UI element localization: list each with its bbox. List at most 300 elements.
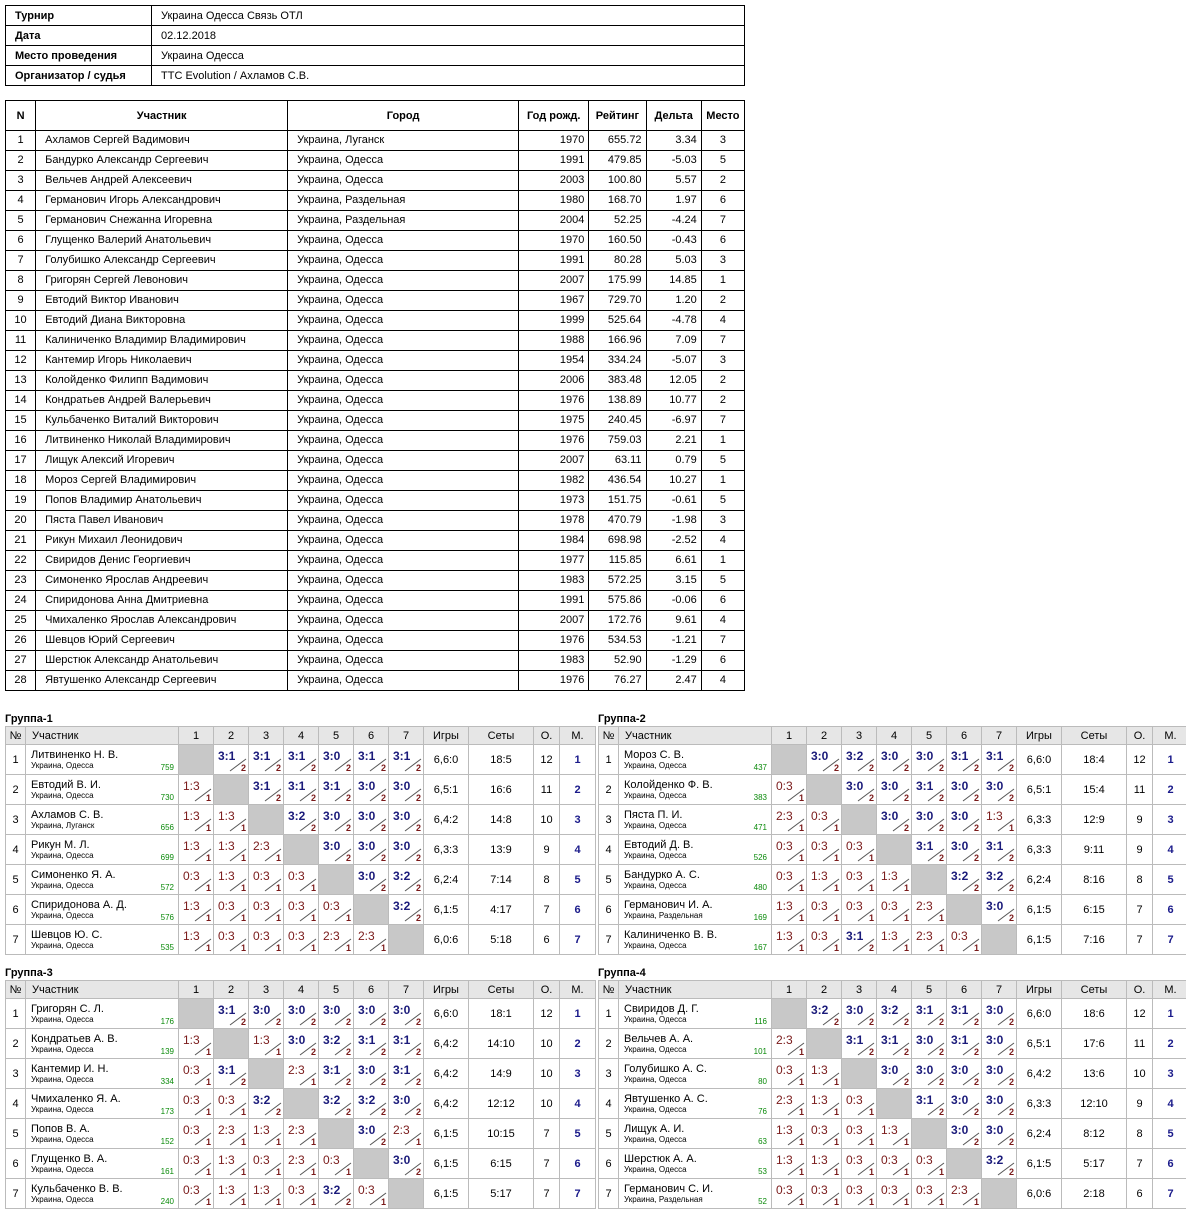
match-cell xyxy=(249,925,283,954)
match-points: 2 xyxy=(833,1017,839,1027)
match-cell xyxy=(807,1119,841,1148)
match-score: 3:0 xyxy=(846,1003,864,1017)
table-row xyxy=(6,651,745,671)
participant-name: Евтодий Д. В. xyxy=(624,839,694,851)
player-number: 22 xyxy=(6,551,36,571)
col-points: О. xyxy=(1127,981,1153,999)
participant xyxy=(26,895,179,925)
participant-name: Шевцов Ю. С. xyxy=(31,929,103,941)
points: 11 xyxy=(1127,1029,1153,1059)
match-cell xyxy=(912,999,946,1028)
match-cell xyxy=(319,1029,353,1058)
player-delta: -1.21 xyxy=(646,631,701,651)
match-score: 2:3 xyxy=(776,809,793,823)
match-cell xyxy=(354,865,388,894)
diagonal-cell xyxy=(912,1119,947,1149)
col-n: № xyxy=(599,727,619,745)
diagonal-cell xyxy=(807,1029,842,1059)
col-year: Год рожд. xyxy=(519,101,589,131)
match-cell xyxy=(842,999,876,1028)
match-result xyxy=(912,925,947,955)
match-score: 3:2 xyxy=(846,749,864,763)
match-result xyxy=(772,805,807,835)
table-row xyxy=(6,925,596,955)
match-points: 1 xyxy=(798,883,804,893)
match-score: 3:0 xyxy=(951,1093,969,1107)
participant-rating: 535 xyxy=(160,943,174,952)
player-place: 6 xyxy=(701,231,744,251)
match-points: 2 xyxy=(903,1017,909,1027)
participant-name: Лищук А. И. xyxy=(624,1123,685,1135)
place: 6 xyxy=(560,895,596,925)
match-result xyxy=(249,925,284,955)
match-points: 2 xyxy=(868,1047,874,1057)
player-city: Украина, Одесса xyxy=(288,391,519,411)
match-cell xyxy=(807,999,841,1028)
match-cell xyxy=(807,865,841,894)
player-name: Кульбаченко Виталий Викторович xyxy=(36,411,288,431)
player-delta: -5.03 xyxy=(646,151,701,171)
match-score: 3:1 xyxy=(951,1003,969,1017)
match-result xyxy=(319,1059,354,1089)
player-city: Украина, Одесса xyxy=(288,271,519,291)
match-score: 0:3 xyxy=(916,1183,933,1197)
points: 8 xyxy=(534,865,560,895)
player-year: 1982 xyxy=(519,471,589,491)
games: 6,1:5 xyxy=(424,1179,469,1209)
match-score: 3:2 xyxy=(951,869,969,883)
match-result xyxy=(947,745,982,775)
table-row xyxy=(6,745,596,775)
match-result xyxy=(772,835,807,865)
col-opponent: 6 xyxy=(947,727,982,745)
diagonal-cell xyxy=(319,865,354,895)
diagonal-cell xyxy=(982,1179,1017,1209)
match-cell xyxy=(214,1179,248,1208)
player-delta: 12.05 xyxy=(646,371,701,391)
participant-city: Украина, Одесса xyxy=(31,1165,94,1174)
match-result xyxy=(842,1089,877,1119)
match-result xyxy=(284,1119,319,1149)
match-result xyxy=(877,745,912,775)
match-points: 2 xyxy=(415,853,421,863)
match-result xyxy=(807,865,842,895)
participant-city: Украина, Одесса xyxy=(31,881,94,890)
match-cell xyxy=(214,999,248,1028)
match-points: 2 xyxy=(868,943,874,953)
player-name: Явтушенко Александр Сергеевич xyxy=(36,671,288,691)
match-points: 2 xyxy=(1008,793,1014,803)
participant-city: Украина, Одесса xyxy=(624,821,687,830)
sets: 12:9 xyxy=(1062,805,1127,835)
diagonal-cell xyxy=(249,1059,284,1089)
player-place: 1 xyxy=(701,471,744,491)
match-result xyxy=(877,775,912,805)
player-place: 5 xyxy=(701,571,744,591)
match-cell xyxy=(354,925,388,954)
match-score: 3:1 xyxy=(986,749,1004,763)
player-name: Чмихаленко Ярослав Александрович xyxy=(36,611,288,631)
player-rating: 575.86 xyxy=(589,591,646,611)
match-result xyxy=(214,1119,249,1149)
player-city: Украина, Одесса xyxy=(288,671,519,691)
match-result xyxy=(947,1089,982,1119)
match-cell xyxy=(389,999,423,1028)
match-points: 1 xyxy=(275,853,281,863)
player-place: 7 xyxy=(701,331,744,351)
player-name: Спиридонова Анна Дмитриевна xyxy=(36,591,288,611)
match-score: 1:3 xyxy=(881,869,898,883)
player-city: Украина, Одесса xyxy=(288,511,519,531)
table-row xyxy=(6,491,745,511)
player-name: Лищук Алексий Игоревич xyxy=(36,451,288,471)
match-result xyxy=(982,775,1017,805)
match-cell xyxy=(249,1179,283,1208)
player-city: Украина, Одесса xyxy=(288,411,519,431)
participant-name: Мороз С. В. xyxy=(624,749,685,761)
match-result xyxy=(249,895,284,925)
match-points: 2 xyxy=(973,793,979,803)
col-name: Участник xyxy=(26,981,179,999)
match-cell xyxy=(319,895,353,924)
group-title: Группа-4 xyxy=(598,967,646,979)
match-cell xyxy=(284,1119,318,1148)
diagonal-cell xyxy=(877,835,912,865)
match-result xyxy=(284,1029,319,1059)
row-number: 7 xyxy=(6,925,26,955)
match-points: 1 xyxy=(275,883,281,893)
match-cell xyxy=(842,925,876,954)
match-result xyxy=(842,1119,877,1149)
match-result xyxy=(284,805,319,835)
match-result xyxy=(389,745,424,775)
match-result xyxy=(214,835,249,865)
match-result xyxy=(284,999,319,1029)
match-score: 3:2 xyxy=(811,1003,829,1017)
participant-rating: 334 xyxy=(160,1077,174,1086)
match-score: 3:1 xyxy=(846,929,864,943)
match-result xyxy=(214,1089,249,1119)
match-score: 0:3 xyxy=(253,1153,270,1167)
tournament-info-table xyxy=(5,5,745,86)
match-score: 3:1 xyxy=(288,779,306,793)
match-result xyxy=(354,775,389,805)
match-cell xyxy=(214,865,248,894)
player-delta: -6.97 xyxy=(646,411,701,431)
match-cell xyxy=(249,775,283,804)
table-row xyxy=(6,1119,596,1149)
match-score: 3:2 xyxy=(986,1153,1004,1167)
participant-city: Украина, Раздельная xyxy=(624,911,703,920)
player-number: 3 xyxy=(6,171,36,191)
match-points: 1 xyxy=(205,1107,211,1117)
match-points: 2 xyxy=(973,1077,979,1087)
match-score: 1:3 xyxy=(183,809,200,823)
match-result xyxy=(877,895,912,925)
match-points: 2 xyxy=(1008,1107,1014,1117)
participant xyxy=(26,1089,179,1119)
table-row xyxy=(599,835,1186,865)
row-number: 3 xyxy=(599,1059,619,1089)
match-result xyxy=(807,1119,842,1149)
match-cell xyxy=(877,1149,911,1178)
player-city: Украина, Одесса xyxy=(288,331,519,351)
match-result xyxy=(319,745,354,775)
player-rating: 729.70 xyxy=(589,291,646,311)
match-points: 2 xyxy=(345,763,351,773)
match-points: 2 xyxy=(903,823,909,833)
match-score: 0:3 xyxy=(881,1153,898,1167)
place: 1 xyxy=(1153,745,1186,775)
match-cell xyxy=(249,1149,283,1178)
sets: 2:18 xyxy=(1062,1179,1127,1209)
group-table xyxy=(598,726,1186,955)
games: 6,1:5 xyxy=(424,895,469,925)
match-points: 1 xyxy=(240,1137,246,1147)
player-number: 12 xyxy=(6,351,36,371)
sets: 13:9 xyxy=(469,835,534,865)
participant-name: Явтушенко А. С. xyxy=(624,1093,708,1105)
sets: 10:15 xyxy=(469,1119,534,1149)
match-cell xyxy=(947,1029,981,1058)
match-score: 0:3 xyxy=(846,899,863,913)
match-score: 3:1 xyxy=(916,779,934,793)
match-result xyxy=(284,865,319,895)
match-cell xyxy=(842,775,876,804)
match-points: 1 xyxy=(240,883,246,893)
games: 6,0:6 xyxy=(1017,1179,1062,1209)
table-row xyxy=(6,571,745,591)
sets: 15:4 xyxy=(1062,775,1127,805)
match-score: 3:0 xyxy=(916,1063,934,1077)
player-delta: -0.43 xyxy=(646,231,701,251)
participant-city: Украина, Одесса xyxy=(624,1075,687,1084)
group-3 xyxy=(5,966,583,1209)
player-rating: 168.70 xyxy=(589,191,646,211)
player-city: Украина, Одесса xyxy=(288,551,519,571)
match-result xyxy=(842,895,877,925)
match-points: 1 xyxy=(833,1137,839,1147)
player-number: 11 xyxy=(6,331,36,351)
participant-rating: 437 xyxy=(753,763,767,772)
match-points: 2 xyxy=(938,793,944,803)
match-cell xyxy=(807,1149,841,1178)
table-row xyxy=(6,431,745,451)
player-rating: 479.85 xyxy=(589,151,646,171)
match-score: 3:1 xyxy=(253,779,271,793)
match-score: 0:3 xyxy=(183,1063,200,1077)
player-number: 9 xyxy=(6,291,36,311)
match-cell xyxy=(807,1179,841,1208)
match-points: 1 xyxy=(240,1167,246,1177)
match-result xyxy=(842,745,877,775)
games: 6,1:5 xyxy=(1017,1149,1062,1179)
match-score: 1:3 xyxy=(811,1093,828,1107)
match-points: 1 xyxy=(205,1077,211,1087)
match-cell xyxy=(284,1179,318,1208)
row-number: 7 xyxy=(599,1179,619,1209)
match-points: 1 xyxy=(380,1197,386,1207)
row-number: 5 xyxy=(6,1119,26,1149)
match-result xyxy=(877,925,912,955)
match-cell xyxy=(772,1119,806,1148)
player-place: 6 xyxy=(701,191,744,211)
match-cell xyxy=(912,775,946,804)
match-result xyxy=(214,745,249,775)
match-result xyxy=(284,1149,319,1179)
sets: 6:15 xyxy=(1062,895,1127,925)
match-score: 0:3 xyxy=(288,899,305,913)
table-row xyxy=(6,775,596,805)
col-opponent: 7 xyxy=(982,727,1017,745)
match-points: 2 xyxy=(973,763,979,773)
player-place: 7 xyxy=(701,411,744,431)
match-points: 1 xyxy=(310,1137,316,1147)
match-points: 1 xyxy=(240,1197,246,1207)
participant-city: Украина, Одесса xyxy=(31,761,94,770)
match-points: 1 xyxy=(833,1197,839,1207)
group-table xyxy=(5,980,596,1209)
match-cell xyxy=(807,805,841,834)
match-result xyxy=(319,805,354,835)
player-name: Германович Игорь Александрович xyxy=(36,191,288,211)
match-score: 0:3 xyxy=(183,1183,200,1197)
participant-city: Украина, Одесса xyxy=(624,881,687,890)
participant xyxy=(619,865,772,895)
match-cell xyxy=(772,1149,806,1178)
match-cell xyxy=(842,745,876,774)
col-opponent: 6 xyxy=(947,981,982,999)
match-score: 3:1 xyxy=(951,1033,969,1047)
match-result xyxy=(912,1089,947,1119)
col-opponent: 5 xyxy=(912,727,947,745)
player-rating: 383.48 xyxy=(589,371,646,391)
player-delta: -5.07 xyxy=(646,351,701,371)
games: 6,1:5 xyxy=(1017,925,1062,955)
sets: 7:16 xyxy=(1062,925,1127,955)
match-cell xyxy=(982,865,1016,894)
match-result xyxy=(284,1059,319,1089)
match-cell xyxy=(389,775,423,804)
participant xyxy=(619,1029,772,1059)
row-number: 5 xyxy=(599,1119,619,1149)
match-cell xyxy=(982,745,1016,774)
points: 7 xyxy=(1127,1149,1153,1179)
match-score: 3:1 xyxy=(218,749,236,763)
match-cell xyxy=(284,805,318,834)
player-number: 10 xyxy=(6,311,36,331)
match-points: 2 xyxy=(903,763,909,773)
table-row xyxy=(599,1059,1186,1089)
match-points: 1 xyxy=(798,853,804,863)
player-delta: -0.61 xyxy=(646,491,701,511)
match-score: 3:0 xyxy=(986,1093,1004,1107)
match-cell xyxy=(319,999,353,1028)
match-points: 2 xyxy=(415,913,421,923)
match-score: 1:3 xyxy=(183,779,200,793)
match-result xyxy=(842,1149,877,1179)
player-rating: 470.79 xyxy=(589,511,646,531)
sets: 17:6 xyxy=(1062,1029,1127,1059)
points: 9 xyxy=(1127,1089,1153,1119)
match-score: 0:3 xyxy=(951,929,968,943)
participant-city: Украина, Одесса xyxy=(31,1135,94,1144)
player-name: Германович Снежанна Игоревна xyxy=(36,211,288,231)
match-cell xyxy=(354,999,388,1028)
match-cell xyxy=(947,1179,981,1208)
player-year: 1983 xyxy=(519,571,589,591)
match-result xyxy=(389,1149,424,1179)
match-cell xyxy=(319,1149,353,1178)
match-score: 3:0 xyxy=(986,779,1004,793)
player-delta: 0.79 xyxy=(646,451,701,471)
match-cell xyxy=(354,745,388,774)
row-number: 6 xyxy=(6,895,26,925)
sets: 12:10 xyxy=(1062,1089,1127,1119)
match-score: 0:3 xyxy=(218,929,235,943)
match-points: 1 xyxy=(205,883,211,893)
match-points: 1 xyxy=(205,853,211,863)
match-result xyxy=(807,1059,842,1089)
table-row xyxy=(6,1149,596,1179)
info-row xyxy=(6,6,745,26)
match-points: 1 xyxy=(798,943,804,953)
match-cell xyxy=(842,835,876,864)
points: 10 xyxy=(534,805,560,835)
player-rating: 175.99 xyxy=(589,271,646,291)
match-cell xyxy=(354,775,388,804)
match-result xyxy=(877,999,912,1029)
player-year: 1976 xyxy=(519,431,589,451)
match-cell xyxy=(947,925,981,954)
table-row xyxy=(6,211,745,231)
points: 7 xyxy=(534,895,560,925)
participant-city: Украина, Одесса xyxy=(31,911,94,920)
games: 6,5:1 xyxy=(1017,775,1062,805)
match-score: 0:3 xyxy=(253,869,270,883)
diagonal-cell xyxy=(284,1089,319,1119)
player-city: Украина, Одесса xyxy=(288,291,519,311)
col-opponent: 2 xyxy=(807,981,842,999)
player-name: Голубишко Александр Сергеевич xyxy=(36,251,288,271)
match-cell xyxy=(179,865,213,894)
match-result xyxy=(772,775,807,805)
player-place: 3 xyxy=(701,511,744,531)
match-result xyxy=(912,895,947,925)
match-result xyxy=(842,835,877,865)
participant-rating: 173 xyxy=(160,1107,174,1116)
diagonal-cell xyxy=(179,745,214,775)
games: 6,1:5 xyxy=(1017,895,1062,925)
match-cell xyxy=(982,1089,1016,1118)
match-result xyxy=(179,775,214,805)
match-cell xyxy=(842,1149,876,1178)
match-cell xyxy=(877,1179,911,1208)
match-score: 3:2 xyxy=(358,1093,376,1107)
match-score: 2:3 xyxy=(253,839,270,853)
match-points: 2 xyxy=(380,1047,386,1057)
games: 6,1:5 xyxy=(424,1149,469,1179)
col-points: О. xyxy=(1127,727,1153,745)
match-result xyxy=(354,1089,389,1119)
match-score: 1:3 xyxy=(811,869,828,883)
player-delta: -1.98 xyxy=(646,511,701,531)
match-result xyxy=(772,1149,807,1179)
player-year: 1976 xyxy=(519,391,589,411)
match-score: 3:0 xyxy=(393,1153,411,1167)
match-score: 0:3 xyxy=(253,899,270,913)
match-points: 2 xyxy=(380,1077,386,1087)
